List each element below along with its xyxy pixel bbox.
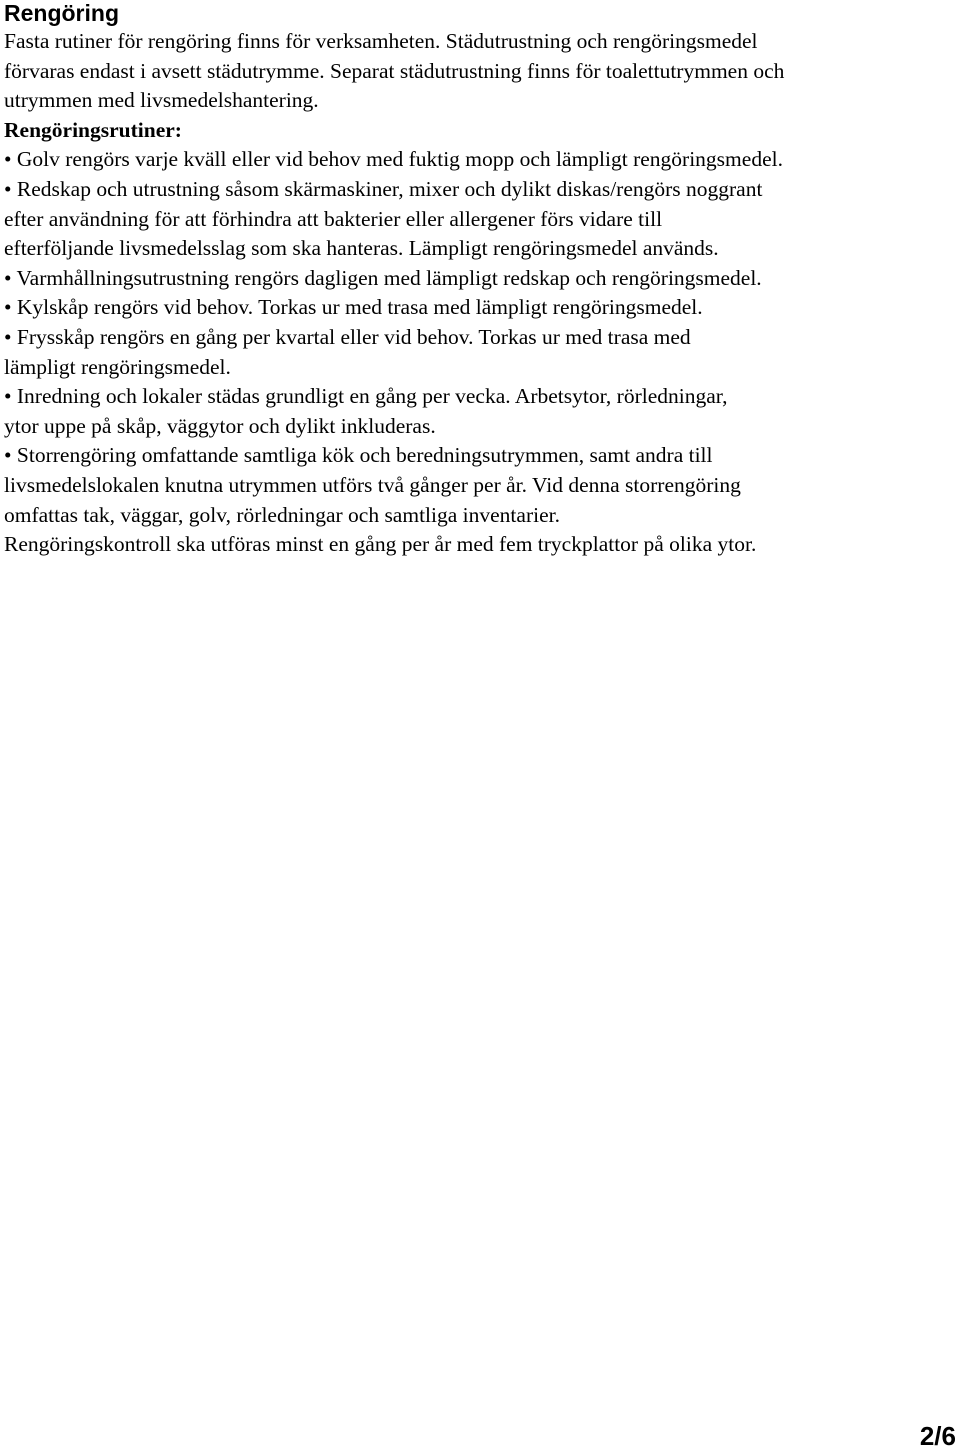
routine-line: omfattas tak, väggar, golv, rörledningar och samtliga inventarier. [4,502,560,527]
routine-line: ytor uppe på skåp, väggytor och dylikt inkluderas. [4,413,436,438]
routine-line: • Redskap och utrustning såsom skärmaskiner, mixer och dylikt diskas/rengörs noggrant [4,176,763,201]
intro-line: förvaras endast i avsett städutrymme. Separat städutrustning finns för toalettutrymmen och [4,58,785,83]
routine-line: • Varmhållningsutrustning rengörs dagligen med lämpligt redskap och rengöringsmedel. [4,265,762,290]
routine-line: livsmedelslokalen knutna utrymmen utförs två gånger per år. Vid denna storrengöring [4,472,741,497]
routine-line: efter användning för att förhindra att bakterier eller allergener förs vidare till [4,206,663,231]
intro-line: Fasta rutiner för rengöring finns för verksamheten. Städutrustning och rengöringsmedel [4,29,758,53]
routine-line: • Kylskåp rengörs vid behov. Torkas ur med trasa med lämpligt rengöringsmedel. [4,295,703,320]
document-body [4,27,954,560]
routine-line: • Storrengöring omfattande samtliga kök och beredningsutrymmen, samt andra till [4,443,713,468]
page-number: 2/6 [919,1421,956,1451]
routine-line: • Inredning och lokaler städas grundligt en gång per vecka. Arbetsytor, rörledningar, [4,384,728,409]
section-heading: Rengöring [4,0,119,26]
routines-subheading: Rengöringsrutiner: [4,117,182,142]
routine-line: • Golv rengörs varje kväll eller vid behov med fuktig mopp och lämpligt rengöringsmedel. [4,147,783,172]
routine-line: • Frysskåp rengörs en gång per kvartal eller vid behov. Torkas ur med trasa med [4,324,691,349]
control-line: Rengöringskontroll ska utföras minst en gång per år med fem tryckplattor på olika ytor. [4,532,757,557]
routine-line: lämpligt rengöringsmedel. [4,354,231,379]
routine-line: efterföljande livsmedelsslag som ska hanteras. Lämpligt rengöringsmedel används. [4,236,719,261]
intro-line: utrymmen med livsmedelshantering. [4,88,319,113]
